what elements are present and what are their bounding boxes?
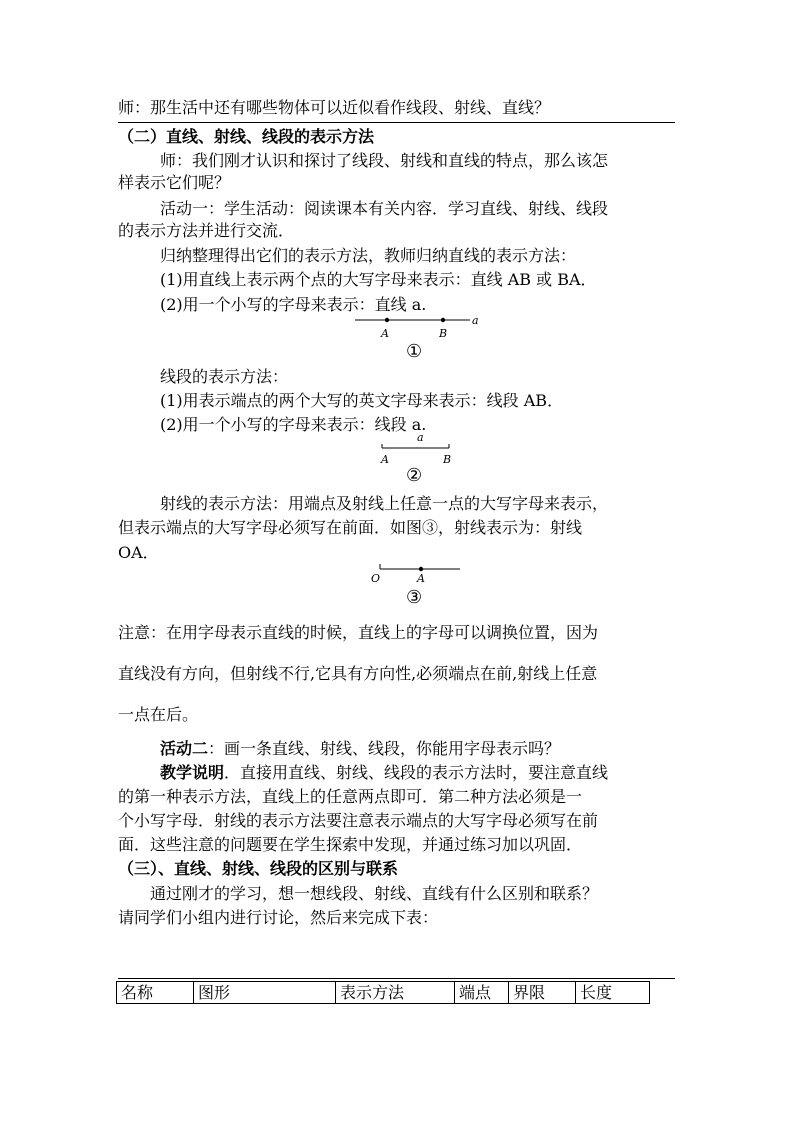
section-3-title: （三）、直线、射线、线段的区别与联系 (118, 859, 399, 878)
teaching-note-text-1: ．直接用直线、射线、线段的表示方法时，要注意直线 (224, 763, 609, 782)
ray-line-2: 但表示端点的大写字母必须写在前面．如图③，射线表示为：射线 (118, 518, 583, 537)
ray-line-3: OA． (118, 543, 159, 562)
segment-method-2: (2)用一个小写的字母来表示：线段 a. (160, 415, 427, 434)
table-header-row (117, 982, 650, 1004)
fig1-label-a-lower: a (472, 314, 479, 327)
teacher-question: 师：那生活中还有哪些物体可以近似看作线段、射线、直线？ (118, 98, 551, 117)
table-header-cell: 长度 (576, 982, 650, 1004)
fig1-label-b: B (439, 327, 448, 340)
table-header-cell: 端点 (455, 982, 509, 1004)
fig2-label-b: B (443, 453, 452, 466)
section-2-title: （二）直线、射线、线段的表示方法 (118, 127, 375, 146)
figure-2-caption: ② (406, 465, 423, 486)
segment-method-1: (1)用表示端点的两个大写的英文字母来表示：线段 AB． (160, 391, 564, 410)
fig3-label-o: O (371, 572, 381, 585)
table-header-cell: 图形 (194, 982, 336, 1004)
intro-line-1: 师：我们刚才认识和探讨了线段、射线和直线的特点，那么该怎 (160, 151, 609, 170)
discussion-line-1: 通过刚才的学习，想一想线段、射线、直线有什么区别和联系？ (150, 884, 599, 903)
activity-2-label: 活动二 (160, 739, 209, 758)
figure-2-segment (375, 430, 465, 466)
summary-line: 归纳整理得出它们的表示方法，教师归纳直线的表示方法： (160, 246, 577, 265)
activity-2-text: ：画一条直线、射线、线段，你能用字母表示吗？ (208, 739, 561, 758)
fig2-label-a-lower: a (417, 431, 424, 444)
fig3-point-a (419, 567, 423, 571)
fig2-label-a-upper: A (381, 453, 389, 466)
intro-line-2: 样表示它们呢？ (118, 173, 231, 192)
fig3-label-a: A (417, 572, 425, 585)
horizontal-rule (118, 122, 675, 123)
line-method-2: (2)用一个小写的字母来表示：直线 a. (160, 295, 427, 314)
teaching-note-line-2: 的第一种表示方法，直线上的任意两点即可．第二种方法必须是一 (118, 787, 583, 806)
fig1-point-b (441, 318, 445, 322)
table-top-rule (118, 978, 675, 979)
teaching-note-label: 教学说明 (160, 763, 225, 782)
teaching-note-line-3: 个小写字母．射线的表示方法要注意表示端点的大写字母必须写在前 (118, 811, 599, 830)
figure-3-caption: ③ (406, 587, 423, 608)
line-method-1: (1)用直线上表示两个点的大写字母来表示：直线 AB 或 BA． (160, 270, 597, 289)
note-line-3: 一点在后。 (118, 705, 199, 724)
segment-title: 线段的表示方法： (160, 367, 289, 386)
activity-1-line-1: 活动一：学生活动：阅读课本有关内容．学习直线、射线、线段 (160, 199, 609, 218)
activity-1-line-2: 的表示方法并进行交流． (118, 221, 295, 240)
discussion-line-2: 请同学们小组内进行讨论，然后来完成下表： (118, 908, 439, 927)
table-header-cell: 名称 (117, 982, 194, 1004)
fig1-label-a-upper: A (381, 327, 389, 340)
teaching-note-line-4: 面．这些注意的问题要在学生探索中发现，并通过练习加以巩固． (118, 835, 583, 854)
figure-1-line (350, 312, 490, 342)
table-header-cell: 界限 (509, 982, 576, 1004)
comparison-table (116, 981, 650, 1004)
ray-line-1: 射线的表示方法：用端点及射线上任意一点的大写字母来表示， (160, 494, 609, 513)
activity-2-line (160, 738, 560, 760)
figure-1-caption: ① (406, 341, 423, 362)
note-line-2: 直线没有方向，但射线不行,它具有方向性,必须端点在前,射线上任意 (118, 664, 598, 683)
teaching-note-line-1 (160, 762, 608, 784)
figure-3-ray (368, 560, 468, 586)
table-header-cell: 表示方法 (336, 982, 455, 1004)
note-line-1: 注意：在用字母表示直线的时候，直线上的字母可以调换位置，因为 (118, 623, 599, 642)
fig1-point-a (385, 318, 389, 322)
